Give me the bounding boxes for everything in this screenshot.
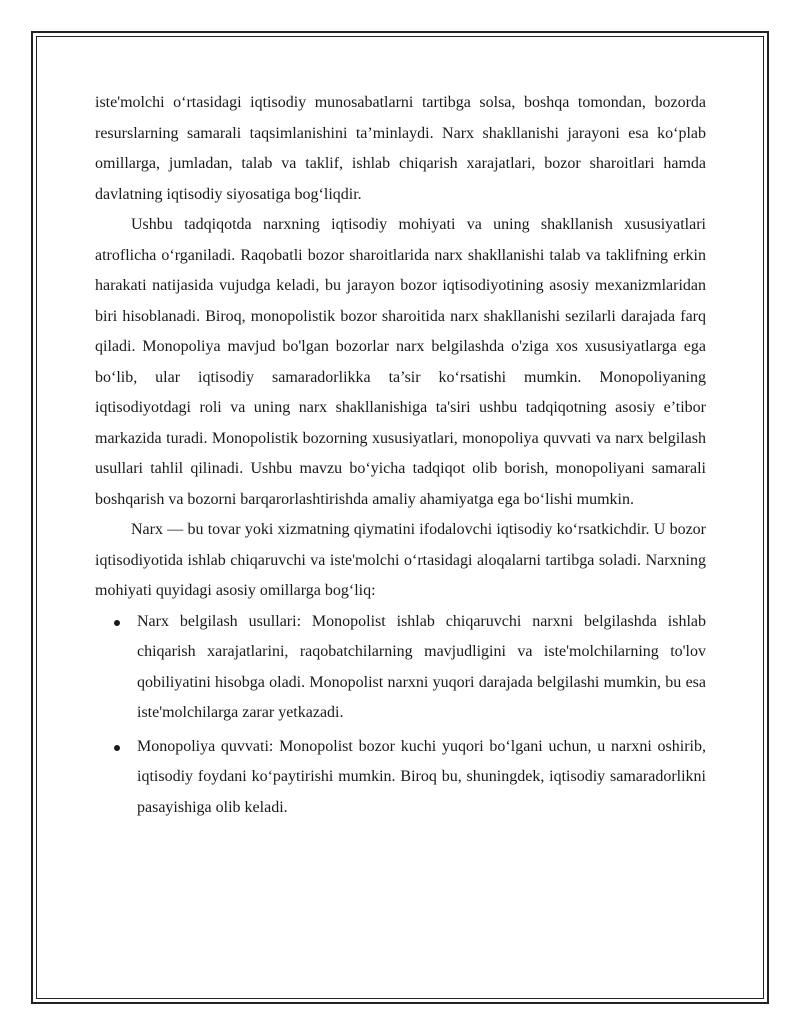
list-item [95, 607, 706, 729]
bullet-icon [114, 620, 120, 626]
paragraph-price-definition: Narx — bu tovar yoki xizmatning qiymatini ifodalovchi iqtisodiy ko‘rsatkichdir. U bozor iqtisodiyotida ishlab chiqaruvchi va iste'molchi o‘rtasidagi aloqalarni tartibga soladi. Narxning mohiyati quyidagi asosiy omillarga bog‘liq: [95, 521, 706, 599]
price-factors-list [95, 607, 706, 824]
list-item [95, 732, 706, 824]
bullet-icon [114, 745, 120, 751]
paragraph-research-overview: Ushbu tadqiqotda narxning iqtisodiy mohiyati va uning shakllanish xususiyatlari atroflicha o‘rganiladi. Raqobatli bozor sharoitlarida narx shakllanishi talab va taklifning erkin harakati natijasida vujudga keladi, bu jarayon bozor iqtisodiyotining asosiy mexanizmlaridan biri hisoblanadi. Biroq, monopolistik bozor sharoitida narx shakllanishi sezilarli darajada farq qiladi. Monopoliya mavjud bo'lgan bozorlar narx belgilashda o'ziga xos xususiyatlarga ega bo‘lib, ular iqtisodiy samaradorlikka ta’sir ko‘rsatishi mumkin. Monopoliyaning iqtisodiyotdagi roli va uning narx shakllanishiga ta'siri ushbu tadqiqotning asosiy e’tibor markazida turadi. Monopolistik bozorning xususiyatlari, monopoliya quvvati va narx belgilash usullari tahlil qilinadi. Ushbu mavzu bo‘yicha tadqiqot olib borish, monopoliyani samarali boshqarish va bozorni barqarorlashtirishda amaliy ahamiyatga ega bo‘lishi mumkin. [95, 216, 706, 508]
paragraph-intro-continuation: iste'molchi o‘rtasidagi iqtisodiy munosabatlarni tartibga solsa, boshqa tomondan, bozorda resurslarning samarali taqsimlanishini ta’minlaydi. Narx shakllanishi jarayoni esa ko‘plab omillarga, jumladan, talab va taklif, ishlab chiqarish xarajatlari, bozor sharoitlari hamda davlatning iqtisodiy siyosatiga bog‘liqdir. [95, 94, 706, 203]
list-item-text: Monopoliya quvvati: Monopolist bozor kuchi yuqori bo‘lgani uchun, u narxni oshirib, iqtisodiy foydani ko‘paytirishi mumkin. Biroq bu, shuningdek, iqtisodiy samaradorlikni pasayishiga olib keladi. [137, 737, 706, 816]
list-item-text: Narx belgilash usullari: Monopolist ishlab chiqaruvchi narxni belgilashda ishlab chiqarish xarajatlarini, raqobatchilarning mavjudligini va iste'molchilarning to'lov qobiliyatini hisobga oladi. Monopolist narxni yuqori darajada belgilashi mumkin, bu esa iste'molchilarga zarar yetkazadi. [137, 612, 706, 721]
document-body [95, 88, 706, 826]
